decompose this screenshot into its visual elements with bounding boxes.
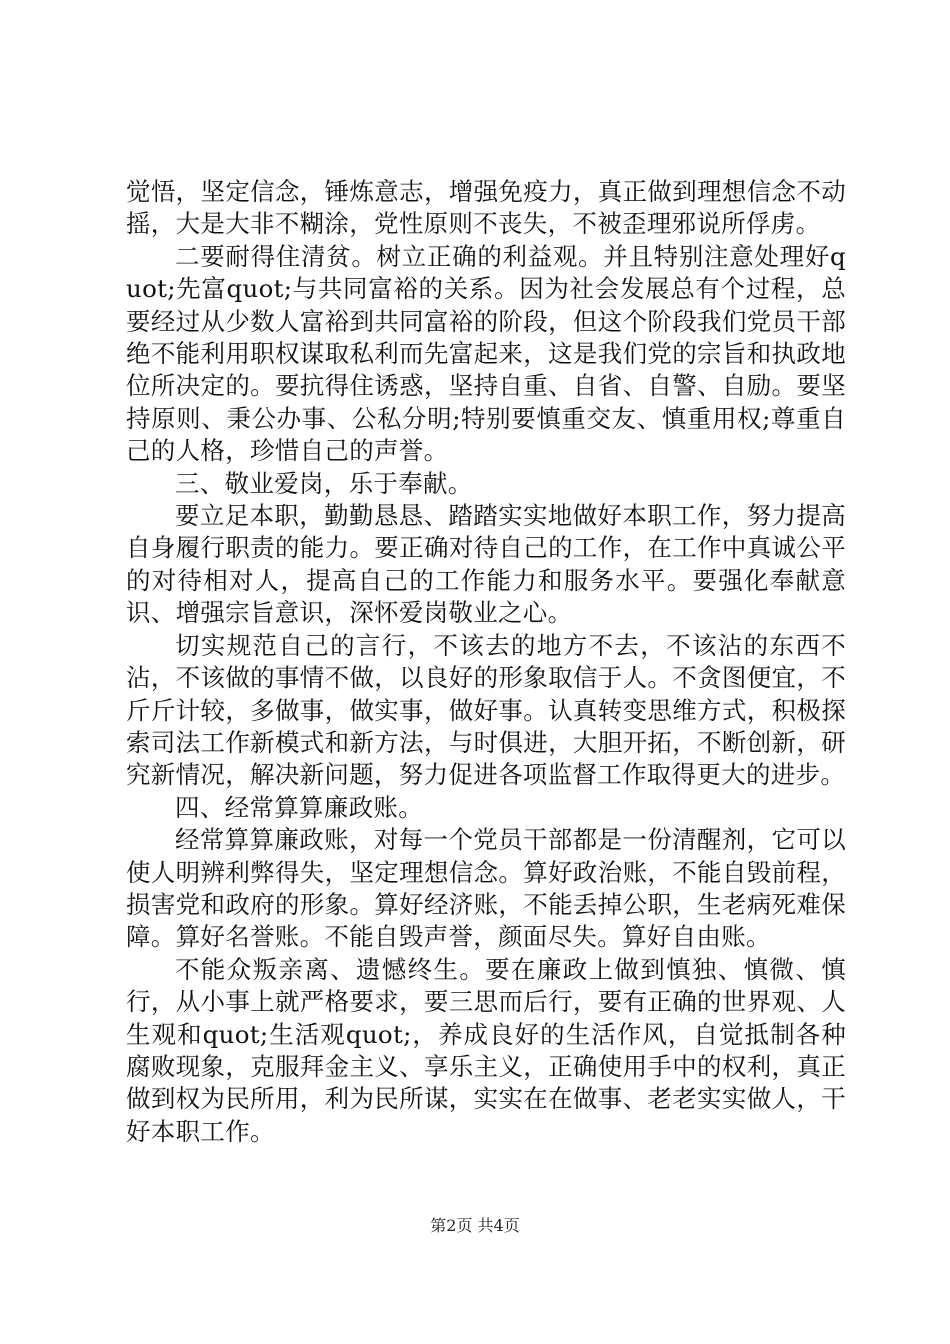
paragraph-5: 切实规范自己的言行，不该去的地方不去，不该沾的东西不沾，不该做的事情不做，以良好的形象取信于人。不贪图便宜，不斤斤计较，多做事，做实事，做好事。认真转变思维方式，积极探索司法工作新模式和新方法，与时俱进，大胆开拓，不断创新，研究新情况，解决新问题，努力促进各项监督工作取得更大的进步。 [126,630,846,790]
paragraph-8: 不能众叛亲离、遗憾终生。要在廉政上做到慎独、慎微、慎行，从小事上就严格要求，要三思而后行，要有正确的世界观、人生观和quot;生活观quot;，养成良好的生活作风，自觉抵制各种腐败现象，克服拜金主义、享乐主义，正确使用手中的权利，真正做到权为民所用，利为民所谋，实实在在做事、老老实实做人，干好本职工作。 [126,954,846,1146]
paragraph-7: 经常算算廉政账，对每一个党员干部都是一份清醒剂，它可以使人明辨利弊得失，坚定理想信念。算好政治账，不能自毁前程，损害党和政府的形象。算好经济账，不能丢掉公职，生老病死难保障。算好名誉账。不能自毁声誉，颜面尽失。算好自由账。 [126,825,846,952]
section-heading-3: 三、敬业爱岗，乐于奉献。 [175,468,473,498]
page-number-label: 第2页 共4页 [430,1216,520,1235]
paragraph-4: 要立足本职，勤勤恳恳、踏踏实实地做好本职工作，努力提高自身履行职责的能力。要正确对待自己的工作，在工作中真诚公平的对待相对人，提高自己的工作能力和服务水平。要强化奉献意识、增强宗旨意识，深怀爱岗敬业之心。 [126,501,846,628]
page-footer [0,1216,950,1236]
document-body [126,176,846,1148]
section-heading-4: 四、经常算算廉政账。 [175,792,423,822]
paragraph-2: 二要耐得住清贫。树立正确的利益观。并且特别注意处理好quot;先富quot;与共同富裕的关系。因为社会发展总有个过程，总要经过从少数人富裕到共同富裕的阶段，但这个阶段我们党员干部绝不能利用职权谋取私利而先富起来，这是我们党的宗旨和执政地位所决定的。要抗得住诱惑，坚持自重、自省、自警、自励。要坚持原则、秉公办事、公私分明;特别要慎重交友、慎重用权;尊重自己的人格，珍惜自己的声誉。 [126,241,846,466]
paragraph-1: 觉悟，坚定信念，锤炼意志，增强免疫力，真正做到理想信念不动摇，大是大非不糊涂，党性原则不丧失，不被歪理邪说所俘虏。 [126,177,846,239]
